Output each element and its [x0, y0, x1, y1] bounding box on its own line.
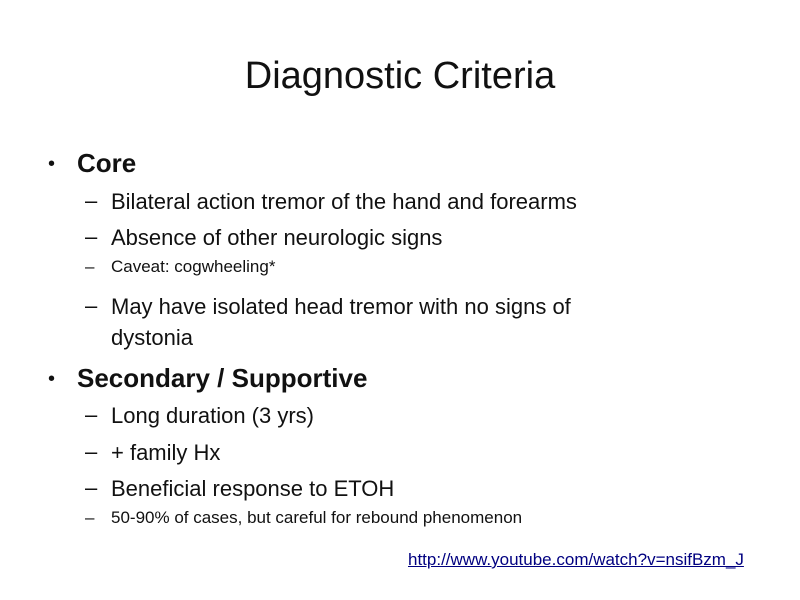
secondary-heading: Secondary / Supportive [77, 363, 368, 393]
core-item-3: Caveat: cogwheeling* [111, 257, 276, 276]
secondary-item-4: 50-90% of cases, but careful for rebound phenomenon [111, 508, 523, 527]
dash-icon: – [85, 293, 98, 318]
dash-icon: – [85, 224, 98, 249]
secondary-item-1: Long duration (3 yrs) [111, 403, 314, 428]
dash-icon: – [85, 508, 95, 527]
dash-icon: – [85, 439, 98, 464]
dash-icon: – [85, 475, 98, 500]
core-item-2: Absence of other neurologic signs [111, 225, 443, 250]
slide-title: Diagnostic Criteria [244, 55, 556, 97]
core-item-4-continued: dystonia [111, 325, 193, 350]
bullet-icon: • [48, 153, 56, 175]
dash-icon: – [85, 402, 98, 427]
core-item-4: May have isolated head tremor with no signs of [111, 294, 571, 319]
bullet-icon: • [48, 368, 56, 390]
secondary-item-2: + family Hx [111, 440, 221, 465]
youtube-link[interactable]: http://www.youtube.com/watch?v=nsifBzm_J [408, 550, 744, 569]
core-item-1: Bilateral action tremor of the hand and forearms [111, 189, 577, 214]
dash-icon: – [85, 257, 95, 276]
core-heading: Core [77, 148, 137, 178]
dash-icon: – [85, 188, 98, 213]
secondary-item-3: Beneficial response to ETOH [111, 476, 395, 501]
